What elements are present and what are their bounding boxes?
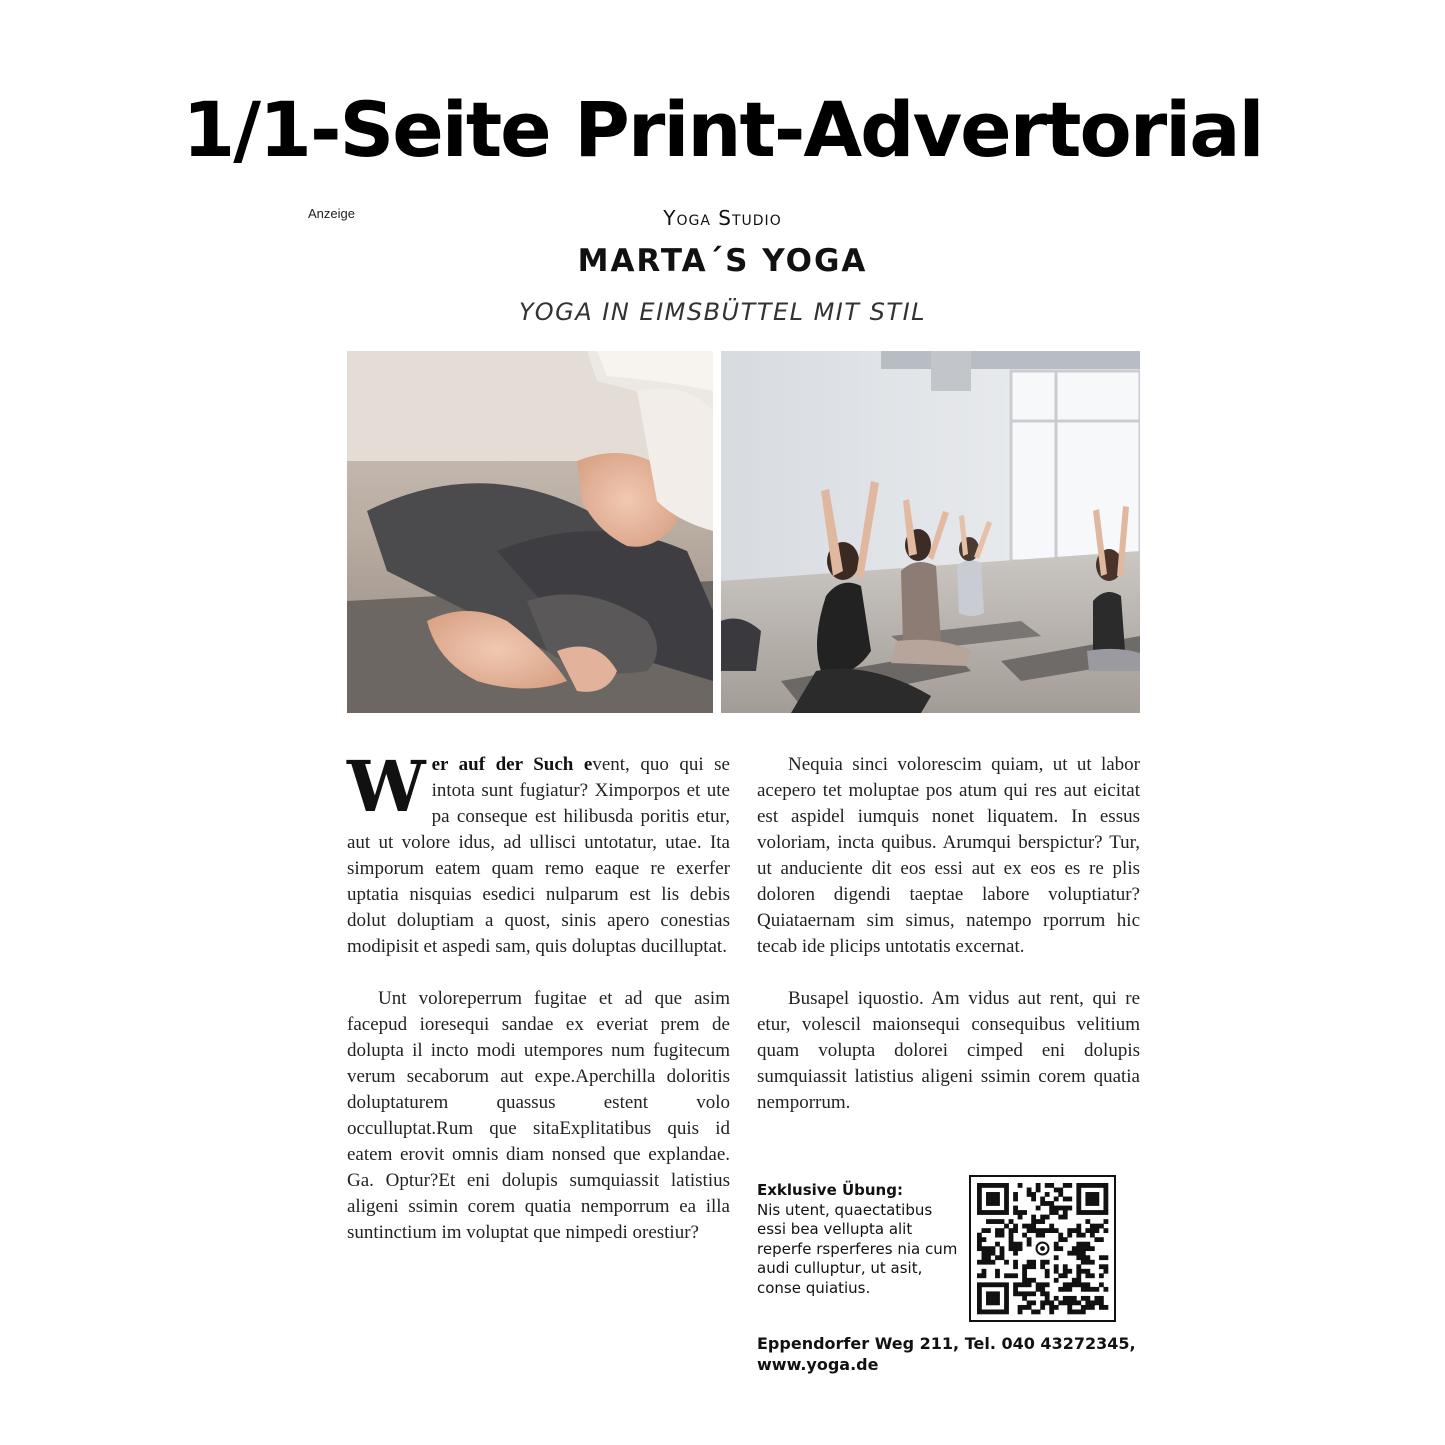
- ad-label: Anzeige: [308, 206, 355, 221]
- contact-address: Eppendorfer Weg 211, Tel. 040 43272345, www.yoga.de: [757, 1334, 1136, 1374]
- ad-kicker: Yoga Studio: [663, 206, 782, 230]
- yoga-class-photo: [721, 351, 1140, 713]
- meditation-photo: [347, 351, 713, 713]
- article-column-left: [347, 745, 730, 1272]
- article-paragraph-2: Unt voloreperrum fugitae et ad que asim facepud ioresequi sandae ex everiat prem de dolupta il incto modi utempores num fugitecum verum secaborum aut expe.Aperchilla doloritis doluptaturem quassus estent volo occulluptat.Rum que sitaExplitatibus quis id eatem erovit omnis diam nonsed que explandae. Ga. Optur?Et eni dolupis sumquiassit latistius aligeni ssimin corem quatia nemporrum ea illa suntinctium im voluptat que nimpedi orestiur?: [347, 988, 730, 1243]
- exclusive-exercise: [757, 1181, 963, 1298]
- exclusive-text: Nis utent, quaectatibus essi bea vellupta alit reperfe rsperferes nia cum audi culluptur, ut asit, conse quiatius.: [757, 1200, 958, 1297]
- paragraph-1-text: vent, quo qui se intota sunt fugiatur? Ximporpos et ute pa conseque est hilibusda poritis etur, aut ut volore idus, ad ullisci untotatur, utae. Ita simporum eatem quam remo eaque re exerfer uptatia nisquias esedici nulparum est lis debis dolut doluptiam a quost, sinis apero conestias modipisit et aspedi sam, quis doluptas ducilluptat.: [347, 754, 730, 957]
- drop-cap: W: [347, 745, 426, 828]
- article-paragraph-3: Nequia sinci volorescim quiam, ut ut labor acepero tet moluptae pos atum qui res aut eicitat est aspidel iumquis nonet liquatem. In essus voloriam, incta quibus. Arumqui berspictur? Tur, ut anduciente dit eos essi aut ex eos es re plis doloren digendi taeptae labore voluptiatur? Quiataernam sim simus, natempo rporrum hic tecab ide plicips untotatis excernat.: [757, 754, 1140, 957]
- lead-in: er auf der Such e: [431, 754, 593, 775]
- qr-code-icon[interactable]: [969, 1175, 1116, 1322]
- exclusive-title: Exklusive Übung:: [757, 1181, 903, 1199]
- article-column-right: [757, 752, 1140, 1142]
- brand-name: MARTA´S YOGA: [577, 243, 868, 279]
- article-paragraph-4: Busapel iquostio. Am vidus aut rent, qui re etur, volescil maionsequi consequibus velitium quam volupta dolorei cimped eni dolupis sumquiassit latistius aligeni ssimin corem quatia nemporrum.: [757, 988, 1140, 1113]
- page-title: 1/1-Seite Print-Advertorial: [182, 85, 1263, 174]
- article-paragraph-1: [347, 745, 730, 960]
- tagline: YOGA IN EIMSBÜTTEL MIT STIL: [518, 298, 927, 326]
